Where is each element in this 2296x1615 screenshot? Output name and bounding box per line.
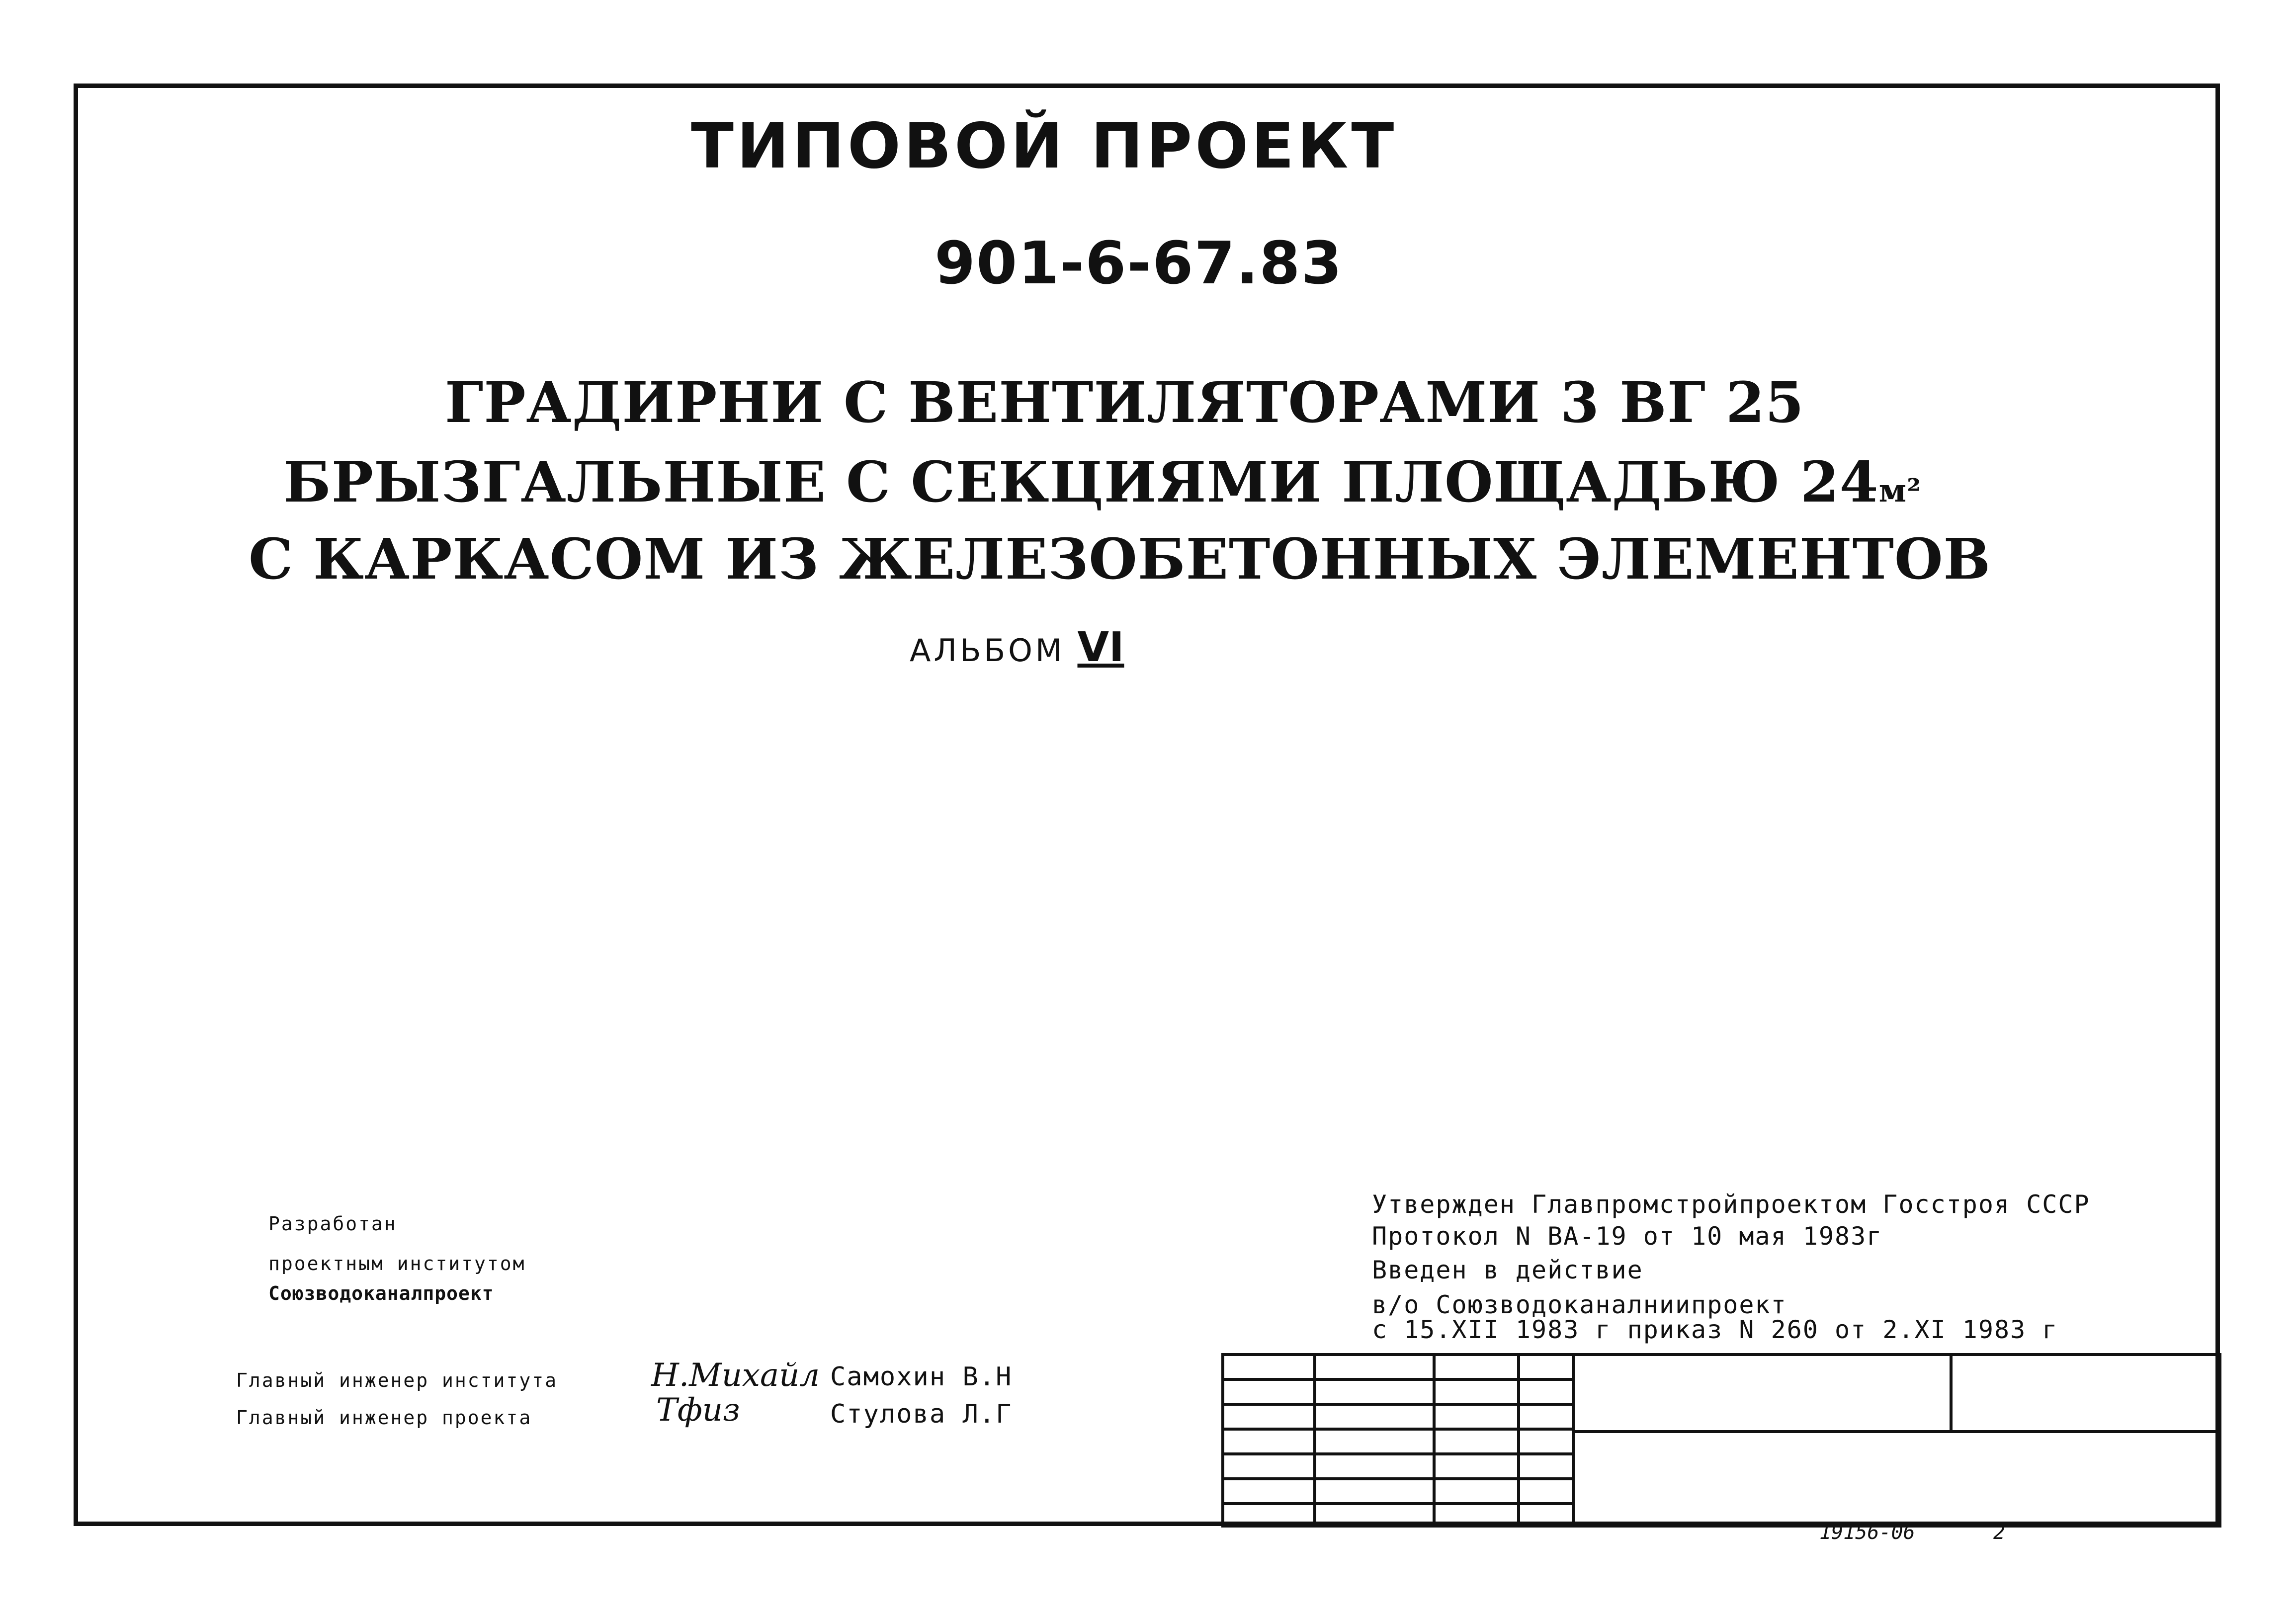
approval-line-1: Утвержден Главпромстройпроектом Госстроя СССР [1372,1190,2090,1219]
developer-line-3: Союзводоканалпроект [268,1282,494,1304]
footer-sheet-number: 2 [1993,1521,2006,1544]
developer-line-2: проектным институтом [268,1253,526,1275]
footer-code: 19156-06 [1819,1521,1915,1544]
approval-line-2: Протокол N ВА-19 от 10 мая 1983г [1372,1222,1883,1251]
staff-name-2: Стулова Л.Г [830,1399,1013,1429]
heading-line-1: ГРАДИРНИ С ВЕНТИЛЯТОРАМИ 3 ВГ 25 [445,370,1804,435]
album-number: VI [1077,624,1124,671]
staff-signature-2: Тфиз [656,1392,740,1429]
album-label: АЛЬБОМ [910,632,1065,669]
heading-line-2-main: БРЫЗГАЛЬНЫЕ С СЕКЦИЯМИ ПЛОЩАДЬЮ 24 [283,450,1879,515]
heading-line-3: С КАРКАСОМ ИЗ ЖЕЛЕЗОБЕТОННЫХ ЭЛЕМЕНТОВ [249,527,1991,592]
staff-signature-1: Н.Михайл [651,1357,820,1394]
heading-line-2-unit: м² [1878,472,1922,510]
developer-line-1: Разработан [268,1213,397,1235]
project-number: 901-6-67.83 [935,229,1343,297]
staff-role-1: Главный инженер института [236,1369,558,1391]
doc-title: ТИПОВОЙ ПРОЕКТ [691,109,1397,182]
approval-line-4: в/о Союзводоканалниипроект [1372,1290,1787,1319]
approval-line-3: Введен в действие [1372,1256,1643,1284]
staff-role-2: Главный инженер проекта [236,1407,532,1429]
approval-line-5: с 15.XII 1983 г приказ N 260 от 2.XI 1983 г [1372,1315,2058,1344]
staff-name-1: Самохин В.Н [830,1362,1013,1392]
